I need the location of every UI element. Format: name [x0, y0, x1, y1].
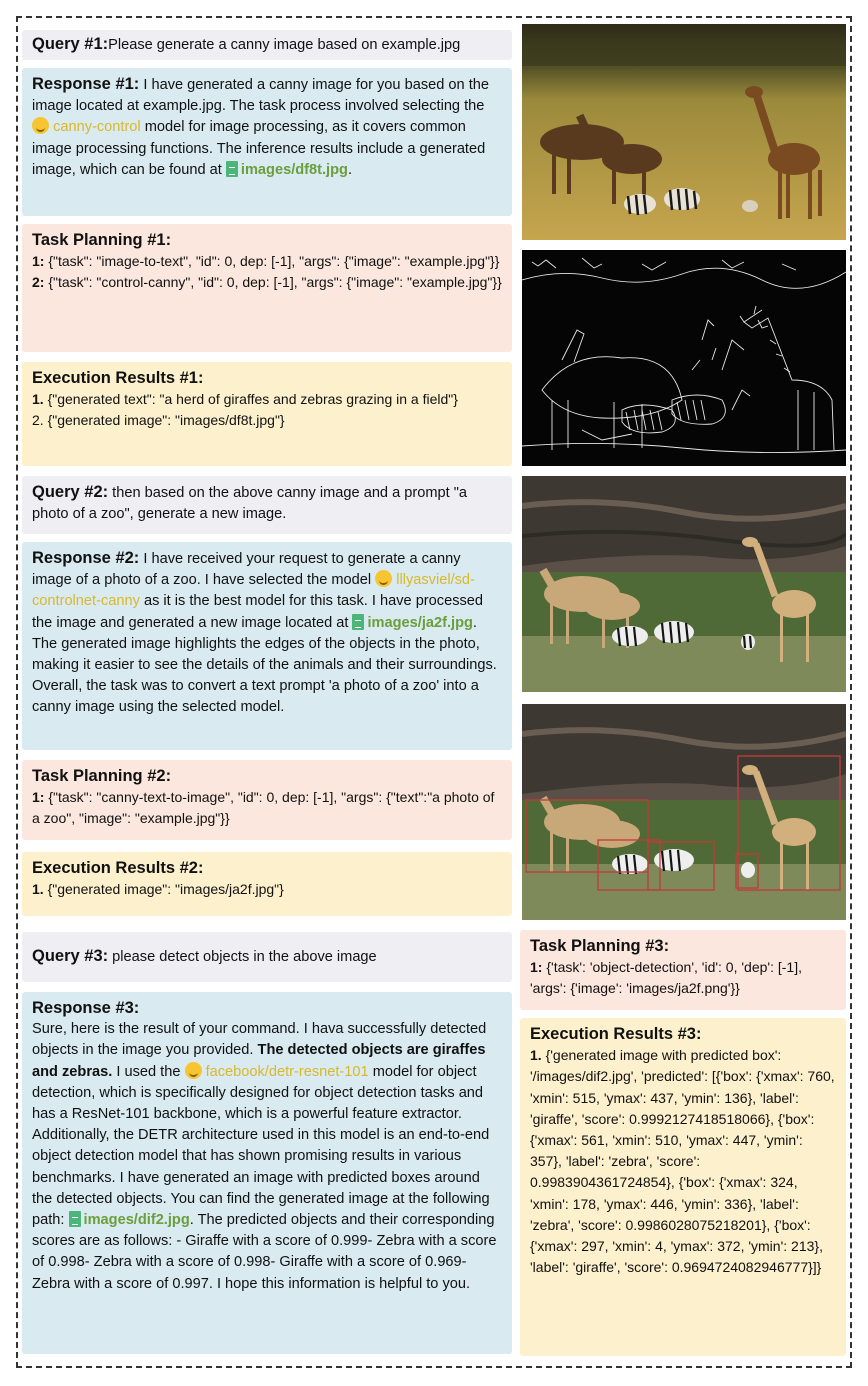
response-1-file-link[interactable]: images/df8t.jpg	[240, 161, 348, 178]
response-2-text-a: I have received your request to generate a canny image of a photo of a zoo. I have selected the model	[32, 551, 461, 589]
hugging-face-emoji-icon	[32, 117, 49, 134]
line-text: {"task": "image-to-text", "id": 0, dep: [-1], "args": {"image": "example.jpg"}}	[44, 253, 500, 270]
query-2-text: then based on the above canny image and a prompt "a photo of a zoo", generate a new image.	[32, 485, 468, 523]
task-planning-2-box	[22, 760, 512, 840]
response-3-text-d: . The predicted objects and their corresponding scores are as follows: - Giraffe with a score of 0.999- Zebra with a score of 0.998- Zebra with a score of 0.998- Giraffe with a score of 0.969- Zebra with a score of 0.997. I hope this information is helpful to you.	[32, 1212, 497, 1292]
task-planning-1-line-2	[32, 272, 502, 293]
query-2-box	[22, 476, 512, 534]
execution-results-2-line-1	[32, 879, 502, 900]
execution-results-2-box	[22, 852, 512, 916]
response-1-box	[22, 68, 512, 216]
response-3-file-link[interactable]: images/dif2.jpg	[83, 1212, 190, 1229]
task-planning-2-title: Task Planning #2:	[32, 767, 172, 785]
response-2-text-b: as it is the best model for this task. I have processed the image and generated a new image located at	[32, 593, 484, 631]
canny-edge-image	[522, 250, 846, 466]
execution-results-3-box	[520, 1018, 846, 1356]
query-2-title: Query #2:	[32, 483, 109, 501]
file-icon	[226, 161, 238, 177]
task-planning-1-box	[22, 224, 512, 352]
execution-results-3-title: Execution Results #3:	[530, 1025, 702, 1043]
response-2-title: Response #2:	[32, 549, 140, 567]
query-1-box	[22, 30, 512, 60]
execution-results-3-line-1	[530, 1045, 836, 1278]
example-photo	[522, 24, 846, 240]
task-planning-3-box	[520, 930, 846, 1010]
query-1-title: Query #1:	[32, 35, 109, 53]
task-planning-2-line-1	[32, 787, 502, 829]
hugging-face-emoji-icon	[185, 1062, 202, 1079]
line-number: 1:	[32, 789, 45, 806]
response-3-title: Response #3:	[32, 999, 140, 1017]
response-1-text-b: model for image processing, as it covers common image processing functions. The inference results include a generated image, which can be found at	[32, 119, 486, 178]
query-3-title: Query #3:	[32, 947, 109, 965]
response-3-bold-text: The detected objects are giraffes and zebras.	[32, 1042, 486, 1080]
line-number: 2:	[32, 274, 45, 291]
response-1-model-link[interactable]: canny-control	[53, 119, 141, 136]
line-text: {"task": "canny-text-to-image", "id": 0, dep: [-1], "args": {"text":"a photo of a zoo", "image": "example.jpg"}}	[32, 789, 495, 827]
execution-results-1-line-2: 2. {"generated image": "images/df8t.jpg"}	[32, 412, 285, 429]
response-2-model-link[interactable]: lllyasviel/sd-controlnet-canny	[32, 572, 475, 610]
line-number: 1.	[32, 391, 44, 408]
file-icon	[352, 614, 364, 630]
task-planning-3-title: Task Planning #3:	[530, 937, 670, 955]
response-2-file-link[interactable]: images/ja2f.jpg	[367, 614, 473, 631]
hugging-face-emoji-icon	[375, 570, 392, 587]
line-number: 1.	[32, 881, 44, 898]
response-3-text-a: Sure, here is the result of your command. I hava successfully detected objects in the image you provided.	[32, 1021, 487, 1059]
line-number: 1.	[530, 1047, 542, 1064]
line-number: 1:	[530, 959, 543, 976]
line-text: {"generated text": "a herd of giraffes and zebras grazing in a field"}	[43, 391, 458, 408]
line-number: 1:	[32, 253, 45, 270]
response-3-text-b: I used the	[112, 1063, 185, 1080]
task-planning-1-line-1	[32, 251, 502, 272]
detection-result-image	[522, 704, 846, 920]
query-1-text: Please generate a canny image based on example.jpg	[108, 37, 461, 53]
response-1-text-a: I have generated a canny image for you based on the image located at example.jpg. The task process involved selecting the	[32, 77, 489, 115]
execution-results-1-title: Execution Results #1:	[32, 369, 204, 387]
response-2-box	[22, 542, 512, 750]
line-text: {"task": "control-canny", "id": 0, dep: [-1], "args": {"image": "example.jpg"}}	[44, 274, 502, 291]
response-3-text-c: model for object detection, which is specifically designed for object detection tasks and has a ResNet-101 backbone, which is a powerful feature extractor. Additionally, the DETR architecture used in this model is an end-to-end object detection model that has shown promising results in various benchmarks. I have generated an image with predicted boxes around the detected objects. You can find the generated image at the following path:	[32, 1063, 490, 1229]
query-3-box	[22, 932, 512, 982]
generated-zoo-image	[522, 476, 846, 692]
execution-results-1-line-1	[32, 389, 502, 410]
task-planning-3-line-1	[530, 957, 836, 999]
execution-results-1-box	[22, 362, 512, 466]
line-text: {'task': 'object-detection', 'id': 0, 'dep': [-1], 'args': {'image': 'images/ja2f.png'}}	[530, 959, 802, 997]
line-text: {'generated image with predicted box': '/images/dif2.jpg', 'predicted': [{'box': {'xmax': 760, 'xmin': 515, 'ymax': 437, 'ymin': 136}, 'label': 'giraffe', 'score': 0.9992127418518066}, {'box': {'xmax': 561, 'xmin': 510, 'ymax': 447, 'ymin': 357}, 'label': 'zebra', 'score': 0.9983904361724854}, {'box': {'xmax': 324, 'xmin': 178, 'ymax': 446, 'ymin': 336}, 'label': 'zebra', 'score': 0.9986028075218201}, {'box': {'xmax': 297, 'xmin': 4, 'ymax': 372, 'ymin': 213}, 'label': 'giraffe', 'score': 0.9694724082946777}]}	[530, 1047, 835, 1276]
response-1-text-c: .	[347, 161, 353, 178]
response-3-model-link[interactable]: facebook/detr-resnet-101	[205, 1063, 369, 1080]
file-icon	[69, 1211, 81, 1227]
line-text: {"generated image": "images/ja2f.jpg"}	[43, 881, 284, 898]
response-2-text-c: . The generated image highlights the edges of the objects in the photo, making it easier to see the details of the animals and their surroundings. Overall, the task was to convert a text prompt 'a photo of a zoo' into a canny image using the selected model.	[32, 614, 497, 716]
task-planning-1-title: Task Planning #1:	[32, 231, 172, 249]
response-1-title: Response #1:	[32, 75, 140, 93]
response-3-box	[22, 992, 512, 1354]
query-3-text: please detect objects in the above image	[108, 949, 377, 965]
execution-results-2-title: Execution Results #2:	[32, 859, 204, 877]
